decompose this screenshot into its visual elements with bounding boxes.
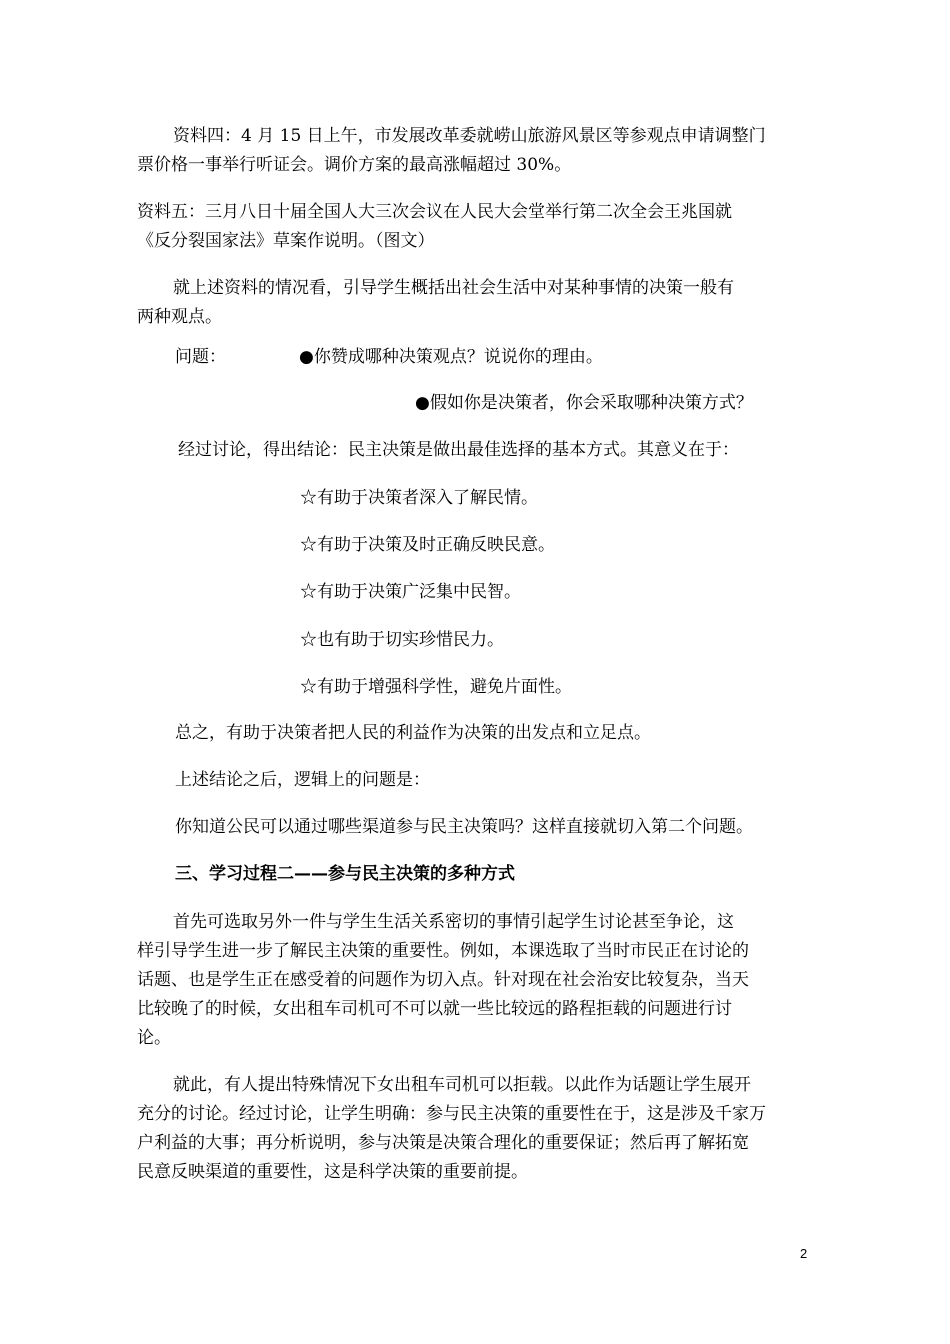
paragraph-material-5-line-1: 资料五：三月八日十届全国人大三次会议在人民大会堂举行第二次全会王兆国就 xyxy=(137,202,732,222)
paragraph-discussion-line-4: 民意反映渠道的重要性，这是科学决策的重要前提。 xyxy=(137,1162,528,1182)
question-label: 问题： xyxy=(175,347,226,367)
paragraph-discussion-line-1: 就此，有人提出特殊情况下女出租车司机可以拒载。以此作为话题让学生展开 xyxy=(173,1075,751,1095)
conclusion-text: 经过讨论，得出结论：民主决策是做出最佳选择的基本方式。其意义在于： xyxy=(178,440,739,460)
paragraph-discussion-line-3: 户利益的大事；再分析说明，参与决策是决策合理化的重要保证；然后再了解拓宽 xyxy=(137,1133,749,1153)
summary-text: 总之，有助于决策者把人民的利益作为决策的出发点和立足点。 xyxy=(175,723,651,743)
point-item: ☆有助于决策者深入了解民情。 xyxy=(300,488,538,508)
paragraph-summary-line-1: 就上述资料的情况看，引导学生概括出社会生活中对某种事情的决策一般有 xyxy=(173,278,734,298)
paragraph-process-line-4: 比较晚了的时候，女出租车司机可不可以就一些比较远的路程拒载的问题进行讨 xyxy=(137,999,732,1019)
paragraph-discussion-line-2: 充分的讨论。经过讨论，让学生明确：参与民主决策的重要性在于，这是涉及千家万 xyxy=(137,1104,766,1124)
point-item: ☆也有助于切实珍惜民力。 xyxy=(300,630,504,650)
paragraph-process-line-3: 话题、也是学生正在感受着的问题作为切入点。针对现在社会治安比较复杂，当天 xyxy=(137,970,749,990)
paragraph-material-4-line-1: 资料四：4 月 15 日上午，市发展改革委就崂山旅游风景区等参观点申请调整门 xyxy=(173,126,766,146)
question-item-2: ●假如你是决策者，你会采取哪种决策方式？ xyxy=(415,393,753,413)
paragraph-material-5-line-2: 《反分裂国家法》草案作说明。（图文） xyxy=(137,231,435,251)
paragraph-process-line-5: 论。 xyxy=(137,1028,171,1048)
point-item: ☆有助于决策及时正确反映民意。 xyxy=(300,535,555,555)
point-item: ☆有助于增强科学性，避免片面性。 xyxy=(300,677,572,697)
page-number: 2 xyxy=(800,1246,808,1261)
section-heading: 三、学习过程二——参与民主决策的多种方式 xyxy=(175,864,515,884)
paragraph-summary-line-2: 两种观点。 xyxy=(137,307,222,327)
paragraph-process-line-2: 样引导学生进一步了解民主决策的重要性。例如，本课选取了当时市民正在讨论的 xyxy=(137,941,749,961)
paragraph-material-4-line-2: 票价格一事举行听证会。调价方案的最高涨幅超过 30%。 xyxy=(137,155,572,175)
logic-text: 上述结论之后，逻辑上的问题是： xyxy=(175,770,430,790)
paragraph-process-line-1: 首先可选取另外一件与学生生活关系密切的事情引起学生讨论甚至争论，这 xyxy=(173,912,734,932)
point-item: ☆有助于决策广泛集中民智。 xyxy=(300,582,521,602)
transition-text: 你知道公民可以通过哪些渠道参与民主决策吗？这样直接就切入第二个问题。 xyxy=(175,817,753,837)
question-item-1: ●你赞成哪种决策观点？说说你的理由。 xyxy=(299,347,603,367)
